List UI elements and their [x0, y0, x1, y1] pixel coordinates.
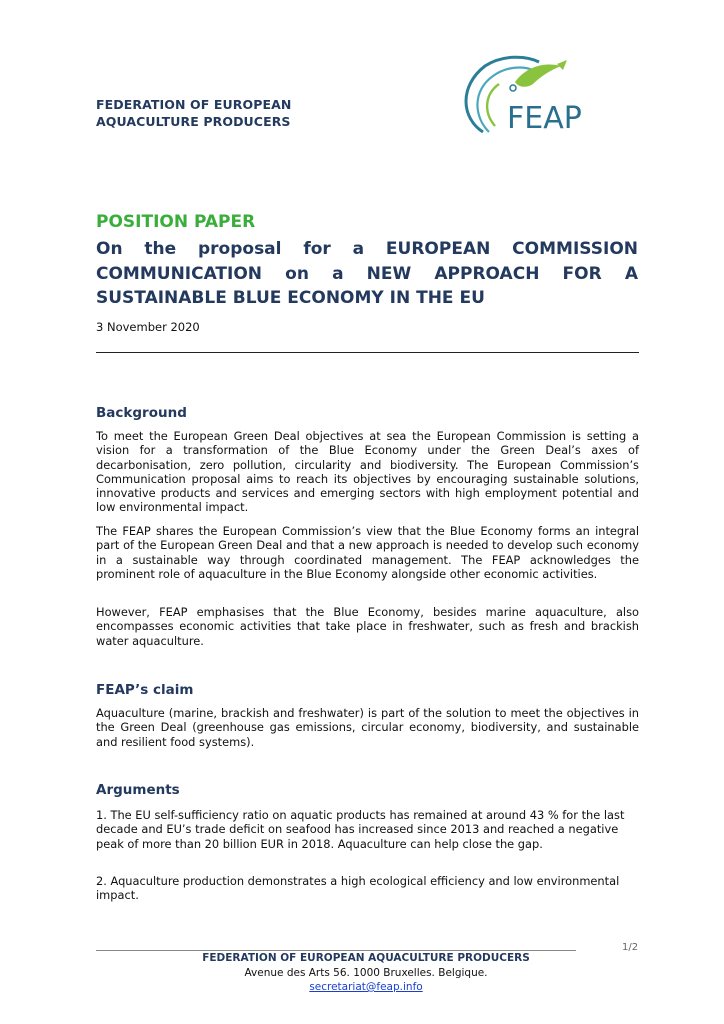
background-paragraph-1: To meet the European Green Deal objectives at sea the European Commission is setting a vision for a transformation of the Blue Economy under the Green Deal’s axes of decarbonisation, zero pollution, circularity and biodiversity. The European Commission’s Communication proposal aims to reach its objectives by encouraging sustainable solutions, innovative products and services and emerging sectors with high employment potential and low environmental impact.	[96, 429, 639, 515]
footer-address: Avenue des Arts 56. 1000 Bruxelles. Belgique.	[244, 967, 488, 979]
page-number: 1/2	[622, 942, 639, 953]
argument-1: 1. The EU self-sufficiency ratio on aquatic products has remained at around 43 % for the last decade and EU’s trade deficit on seafood has increased since 2013 and reached a negative peak of more than 20 billion EUR in 2018. Aquaculture can help close the gap.	[96, 808, 625, 851]
title-line-2: COMMUNICATION on a NEW APPROACH FOR A	[96, 263, 638, 284]
org-line-2: AQUACULTURE PRODUCERS	[96, 114, 291, 129]
document-title	[96, 237, 638, 311]
footer-divider	[96, 950, 576, 951]
arguments-heading: Arguments	[96, 782, 180, 798]
footer-email-link[interactable]: secretariat@feap.info	[309, 981, 423, 993]
position-paper-label: POSITION PAPER	[96, 212, 256, 232]
background-heading: Background	[96, 405, 187, 421]
title-line-3: SUSTAINABLE BLUE ECONOMY IN THE EU	[96, 288, 485, 308]
background-paragraph-3: However, FEAP emphasises that the Blue Economy, besides marine aquaculture, also encompasses economic activities that take place in freshwater, such as fresh and brackish water aquaculture.	[96, 605, 639, 648]
org-line-1: FEDERATION OF EUROPEAN	[96, 97, 292, 112]
title-divider	[96, 352, 639, 353]
background-paragraph-2: The FEAP shares the European Commission’s view that the Blue Economy forms an integral part of the European Green Deal and that a new approach is needed to develop such economy in a sustainable way through coordinated management. The FEAP acknowledges the prominent role of aquaculture in the Blue Economy alongside other economic activities.	[96, 524, 639, 581]
claim-paragraph: Aquaculture (marine, brackish and freshwater) is part of the solution to meet the objectives in the Green Deal (greenhouse gas emissions, circular economy, biodiversity, and sustainable and resilient food systems).	[96, 706, 639, 749]
logo-text: FEAP	[507, 101, 582, 136]
footer-organization: FEDERATION OF EUROPEAN AQUACULTURE PRODUCERS	[202, 952, 530, 964]
document-date: 3 November 2020	[96, 320, 200, 334]
title-line-1: On the proposal for a EUROPEAN COMMISSION	[96, 239, 638, 259]
argument-2: 2. Aquaculture production demonstrates a high ecological efficiency and low environmental impact.	[96, 874, 620, 903]
claim-heading: FEAP’s claim	[96, 682, 194, 698]
feap-logo	[455, 52, 615, 140]
organization-name	[96, 96, 291, 130]
